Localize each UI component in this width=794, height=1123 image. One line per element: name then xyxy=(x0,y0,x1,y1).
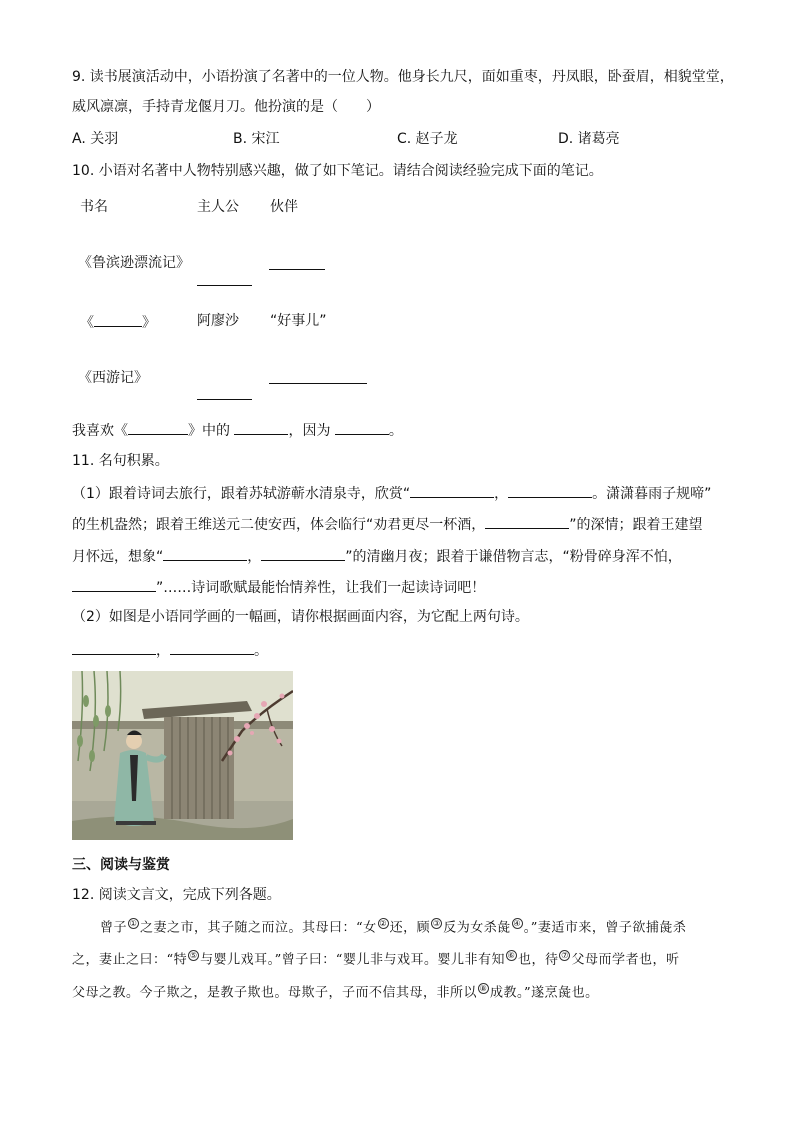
q10-like-text-b: 》中的 xyxy=(188,423,230,439)
q11-blank-5[interactable] xyxy=(261,546,345,561)
q10-row3-hero-blank[interactable] xyxy=(197,399,252,400)
q12-l2-c: 也，待 xyxy=(517,952,559,968)
q12-l2-d: 父母而学者也，听 xyxy=(571,952,680,968)
note-marker-4: ④ xyxy=(513,919,522,928)
q11-p1-line1-comma: ， xyxy=(494,486,509,502)
q11-p1-line3-comma: ， xyxy=(247,549,262,565)
q11-p1-line2-text-a: 的生机盎然；跟着王维送元二使安西，体会临行“劝君更尽一杯酒， xyxy=(72,517,486,533)
q11-p1-line3-text-a: 月怀远，想象“ xyxy=(72,549,164,565)
q11-blank-3[interactable] xyxy=(485,514,569,529)
q12-l2-a: 之，妻止之曰：“特 xyxy=(72,952,188,968)
q11-blank-1[interactable] xyxy=(410,483,494,498)
q11-p2-blank-2[interactable] xyxy=(170,640,254,655)
q10-row2-partner: “好事儿” xyxy=(270,313,327,329)
note-marker-8: ⑧ xyxy=(479,984,488,993)
q11-p1-line4-text: ”……诗词歌赋最能怡情养性，让我们一起读诗词吧！ xyxy=(156,580,486,596)
q12-l1-c: 还，顾 xyxy=(389,920,431,936)
q12-l2-b: 与婴儿戏耳。”曾子曰：“婴儿非与戏耳。婴儿非有知 xyxy=(200,952,505,968)
q12-l3-a: 父母之教。今子欺之，是教子欺也。母欺子，子而不信其母，非所以 xyxy=(72,985,478,1001)
q11-title: 11. 名句积累。 xyxy=(72,453,169,469)
q11-p1-line1-text-a: （1）跟着诗词去旅行，跟着苏轼游蕲水清泉寺，欣赏“ xyxy=(72,486,411,502)
q10-row2-hero: 阿廖沙 xyxy=(197,313,239,329)
q10-like-book-blank[interactable] xyxy=(128,420,188,435)
note-marker-2: ② xyxy=(379,919,387,928)
q10-like-text-d: 。 xyxy=(388,423,403,439)
q10-header-hero: 主人公 xyxy=(197,199,239,215)
q11-blank-6[interactable] xyxy=(72,577,156,592)
q11-p2-end: 。 xyxy=(254,643,268,659)
q11-p1-line3-text-b: ”的清幽月夜；跟着于谦借物言志，“粉骨碎身浑不怕， xyxy=(345,549,682,565)
q12-prompt: 12. 阅读文言文，完成下列各题。 xyxy=(72,887,281,903)
q12-passage-line1 xyxy=(100,918,686,937)
q10-like-text-a: 我喜欢《 xyxy=(72,423,128,439)
q9-line1: 9. 读书展演活动中，小语扮演了名著中的一位人物。他身长九尺，面如重枣，丹凤眼，卧蚕眉，相貌堂堂， xyxy=(72,69,734,85)
q11-p2-blank-1[interactable] xyxy=(72,640,156,655)
q11-p1-line2-text-b: ”的深情；跟着王建望 xyxy=(569,517,703,533)
q10-like-reason-blank[interactable] xyxy=(335,420,389,435)
q10-like-character-blank[interactable] xyxy=(234,420,288,435)
note-marker-6: ⑥ xyxy=(507,951,516,960)
q9-option-a[interactable]: A. 关羽 xyxy=(72,131,119,147)
note-marker-3: ③ xyxy=(432,919,441,928)
note-marker-5: ⑤ xyxy=(189,951,198,960)
q10-row1-partner-blank[interactable] xyxy=(269,269,325,270)
q11-p1-line2 xyxy=(72,514,703,534)
q11-blank-4[interactable] xyxy=(163,546,247,561)
section-3-title: 三、阅读与鉴赏 xyxy=(72,857,170,873)
q9-line2: 威风凛凛，手持青龙偃月刀。他扮演的是（ ） xyxy=(72,99,380,115)
q12-l3-b: 成教。”遂烹彘也。 xyxy=(490,985,599,1001)
q10-header-partner: 伙伴 xyxy=(270,199,298,215)
q12-passage-line2 xyxy=(72,950,679,969)
note-marker-7: ⑦ xyxy=(561,951,569,960)
q12-l1-a: 曾子 xyxy=(100,920,128,936)
q10-like-line xyxy=(72,420,403,440)
q12-l1-d: 反为女杀彘 xyxy=(443,920,511,936)
q11-p1-line4 xyxy=(72,577,485,597)
q10-header-book: 书名 xyxy=(80,199,108,215)
q10-row2-book-close: 》 xyxy=(142,315,156,331)
q11-p2-comma: ， xyxy=(156,643,170,659)
q10-row3-book: 《西游记》 xyxy=(78,370,148,386)
q11-p1-line1 xyxy=(72,483,711,503)
q11-p1-line1-text-b: 。潇潇暮雨子规啼” xyxy=(592,486,712,502)
q11-blank-2[interactable] xyxy=(508,483,592,498)
q10-row1-hero-blank[interactable] xyxy=(197,285,252,286)
q12-l1-b: 之妻之市，其子随之而泣。其母曰：“女 xyxy=(140,920,377,936)
q12-l1-e: 。”妻适市来，曾子欲捕彘杀 xyxy=(523,920,687,936)
q10-row1-book: 《鲁滨逊漂流记》 xyxy=(78,255,190,271)
q12-passage-line3 xyxy=(72,983,599,1002)
q9-option-c[interactable]: C. 赵子龙 xyxy=(397,131,458,147)
q11-p2-answer xyxy=(72,640,268,660)
q11-p2: （2）如图是小语同学画的一幅画，请你根据画面内容，为它配上两句诗。 xyxy=(72,609,529,625)
q10-prompt: 10. 小语对名著中人物特别感兴趣，做了如下笔记。请结合阅读经验完成下面的笔记。 xyxy=(72,163,603,179)
painting-image xyxy=(72,671,293,840)
q10-row2-book-blank[interactable] xyxy=(94,312,142,327)
q10-row3-partner-blank[interactable] xyxy=(269,383,367,384)
q10-row2-book-open: 《 xyxy=(80,315,94,331)
note-marker-1: ① xyxy=(129,919,138,928)
q9-option-b[interactable]: B. 宋江 xyxy=(233,131,280,147)
q9-option-d[interactable]: D. 诸葛亮 xyxy=(558,131,620,147)
q10-like-text-c: ，因为 xyxy=(288,423,331,439)
q10-row2-book xyxy=(80,312,156,332)
q11-p1-line3 xyxy=(72,546,682,566)
